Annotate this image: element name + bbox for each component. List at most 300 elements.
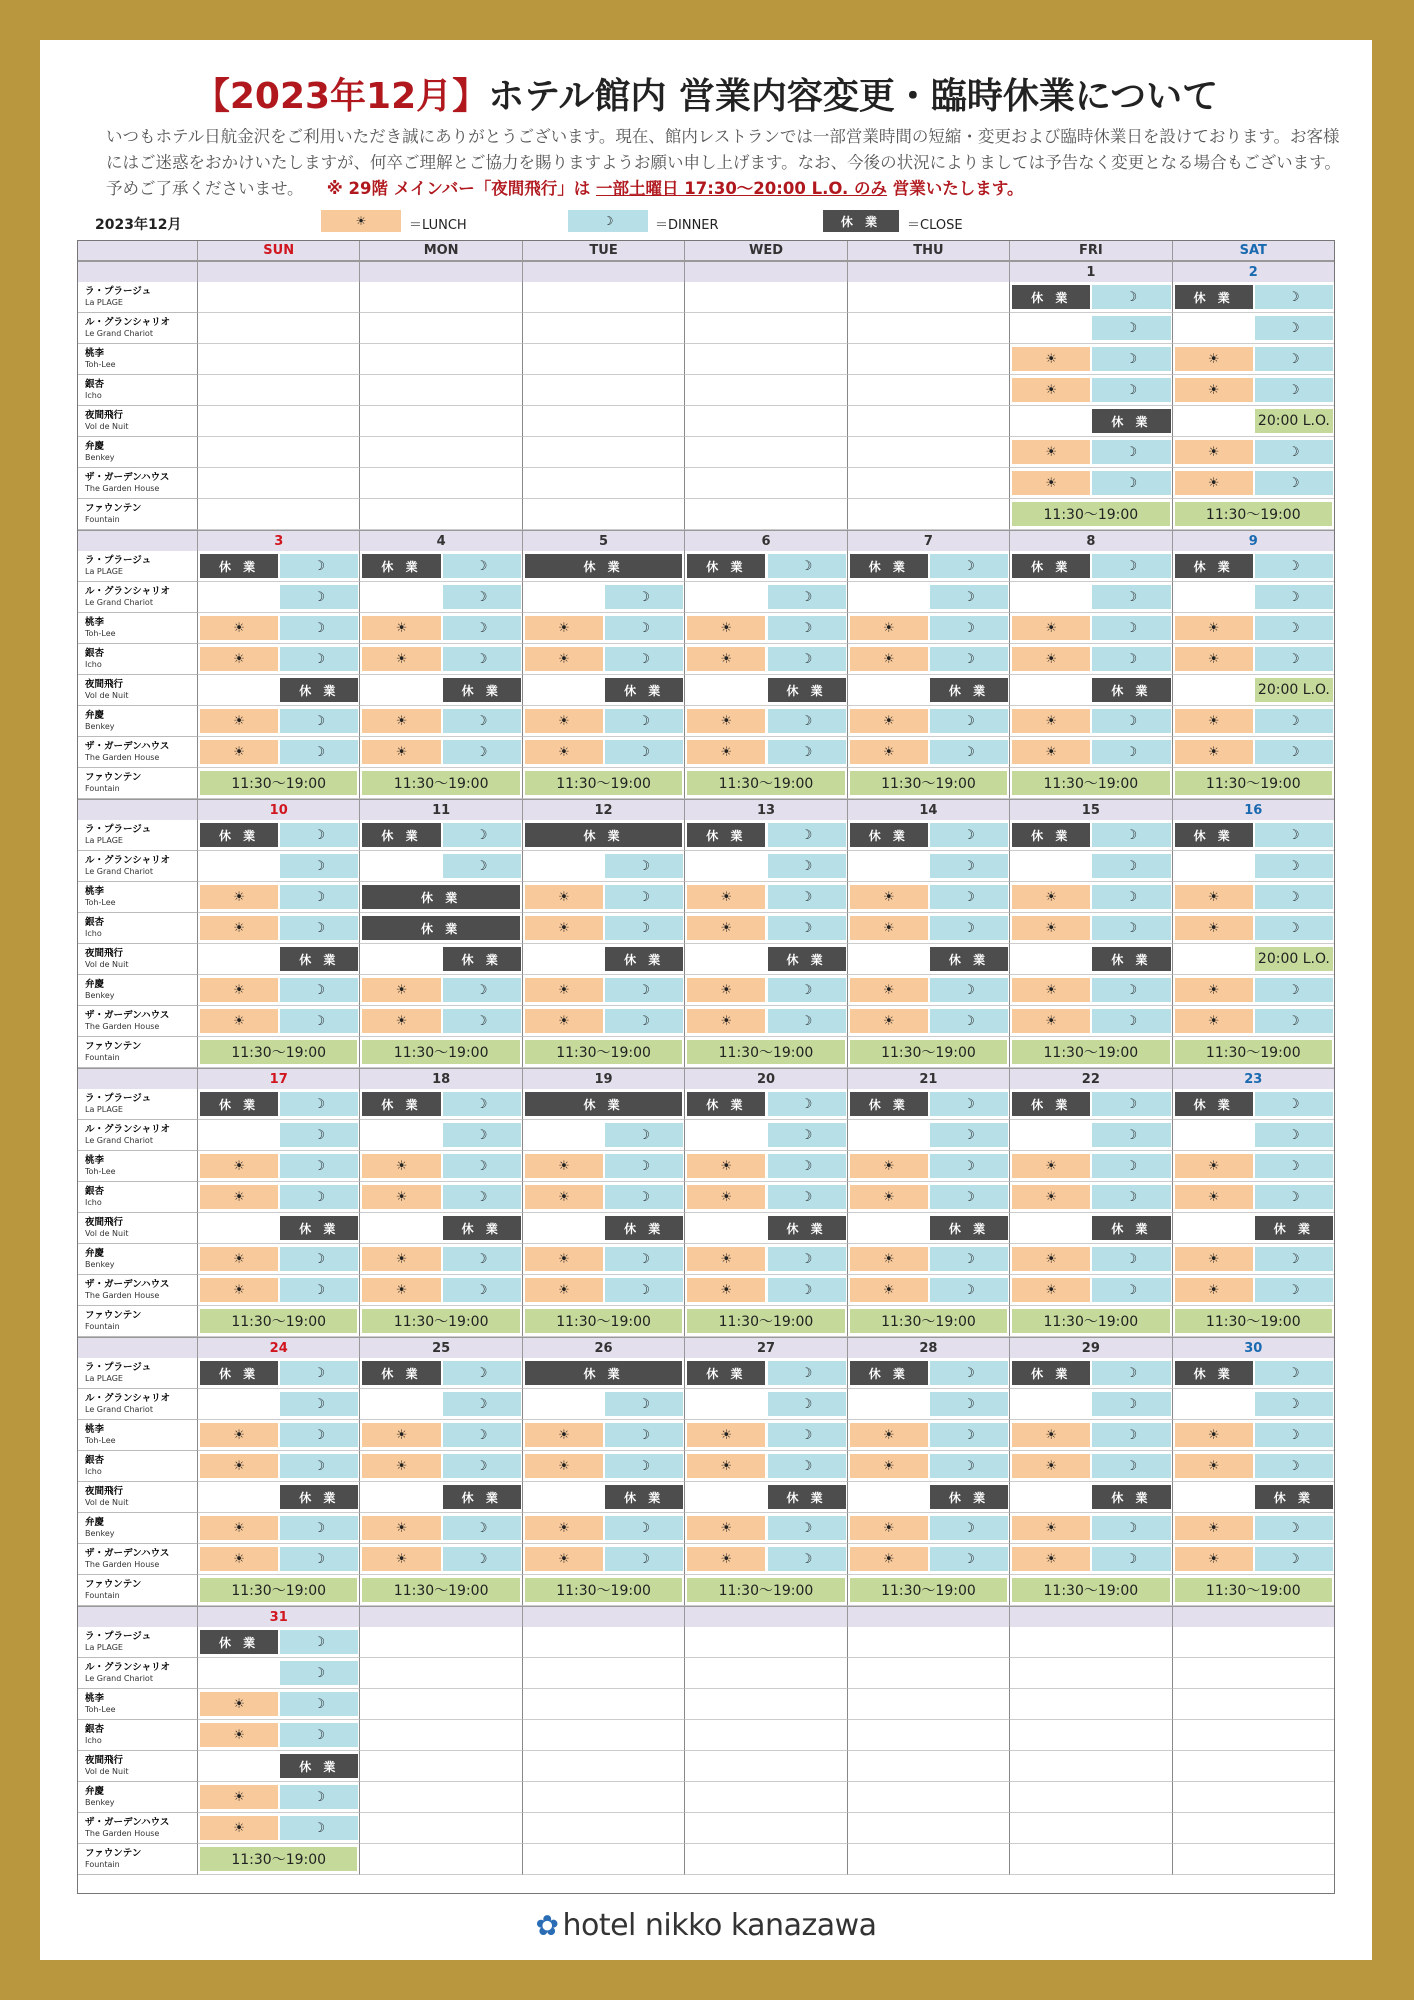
close-badge: 休 業 — [687, 554, 765, 578]
restaurant-name-jp: 弁慶 — [85, 1517, 105, 1528]
restaurant-name-en: The Garden House — [85, 484, 160, 493]
close-badge: 休 業 — [362, 554, 440, 578]
schedule-cell — [1010, 1751, 1172, 1782]
schedule-cell — [848, 437, 1010, 468]
schedule-cell — [523, 1720, 685, 1751]
legend-dinner-swatch — [568, 210, 648, 232]
dinner-moon-icon: ☽ — [768, 1547, 846, 1571]
schedule-cell — [198, 282, 360, 313]
lunch-sun-icon: ☀ — [1175, 1009, 1253, 1033]
lunch-sun-icon: ☀ — [687, 1247, 765, 1271]
restaurant-name-jp: ラ・プラージュ — [85, 824, 152, 835]
close-badge: 休 業 — [200, 1092, 278, 1116]
date-cell: 22 — [1010, 1068, 1172, 1089]
lunch-sun-icon: ☀ — [687, 1154, 765, 1178]
dinner-moon-icon: ☽ — [1092, 1361, 1170, 1385]
fountain-hours: 11:30〜19:00 — [1175, 1578, 1332, 1602]
restaurant-name-jp: 銀杏 — [85, 379, 105, 390]
schedule-cell — [523, 375, 685, 406]
dinner-moon-icon: ☽ — [280, 1516, 358, 1540]
schedule-cell — [198, 499, 360, 530]
lunch-sun-icon: ☀ — [1012, 1516, 1090, 1540]
schedule-cell — [523, 1658, 685, 1689]
lunch-sun-icon: ☀ — [1175, 347, 1253, 371]
close-badge: 休 業 — [525, 554, 682, 578]
schedule-cell — [848, 1751, 1010, 1782]
dinner-moon-icon: ☽ — [280, 1392, 358, 1416]
footer-brand: hotel nikko kanazawa — [562, 1908, 877, 1943]
schedule-cell — [685, 406, 847, 437]
close-badge: 休 業 — [525, 823, 682, 847]
restaurant-name-jp: 夜間飛行 — [85, 1486, 124, 1497]
close-badge: 休 業 — [768, 678, 846, 702]
lunch-sun-icon: ☀ — [525, 1516, 603, 1540]
schedule-cell — [685, 1782, 847, 1813]
restaurant-name-jp: 銀杏 — [85, 1186, 105, 1197]
legend-dinner-label: ＝DINNER — [655, 218, 719, 233]
fountain-hours: 11:30〜19:00 — [1175, 771, 1332, 795]
legend-month: 2023年12月 — [95, 217, 182, 233]
dinner-moon-icon: ☽ — [605, 1154, 683, 1178]
dinner-moon-icon: ☽ — [1255, 554, 1333, 578]
close-badge: 休 業 — [443, 947, 521, 971]
dinner-moon-icon: ☽ — [768, 554, 846, 578]
restaurant-name — [77, 1627, 198, 1658]
close-badge: 休 業 — [605, 947, 683, 971]
restaurant-name-en: Icho — [85, 391, 102, 400]
dinner-moon-icon: ☽ — [1255, 440, 1333, 464]
close-badge: 休 業 — [1175, 1092, 1253, 1116]
schedule-cell — [685, 437, 847, 468]
dinner-moon-icon: ☽ — [443, 1361, 521, 1385]
close-badge: 休 業 — [687, 823, 765, 847]
notice — [327, 179, 1024, 198]
restaurant-name-en: La PLAGE — [85, 1643, 123, 1652]
title-month: 【2023年12月】 — [193, 76, 489, 117]
dinner-moon-icon: ☽ — [280, 1247, 358, 1271]
restaurant-name-en: The Garden House — [85, 1829, 160, 1838]
schedule-cell — [685, 1720, 847, 1751]
dinner-moon-icon: ☽ — [280, 740, 358, 764]
restaurant-name-jp: 桃李 — [85, 1155, 105, 1166]
schedule-cell — [523, 313, 685, 344]
dinner-moon-icon: ☽ — [1092, 740, 1170, 764]
lunch-sun-icon: ☀ — [1012, 1278, 1090, 1302]
dinner-moon-icon: ☽ — [280, 1692, 358, 1716]
restaurant-name-en: The Garden House — [85, 1560, 160, 1569]
lunch-sun-icon: ☀ — [1175, 378, 1253, 402]
dinner-moon-icon: ☽ — [1255, 916, 1333, 940]
close-badge: 休 業 — [525, 1361, 682, 1385]
date-cell: 21 — [848, 1068, 1010, 1089]
fountain-hours: 11:30〜19:00 — [362, 1578, 519, 1602]
dinner-moon-icon: ☽ — [930, 978, 1008, 1002]
lunch-sun-icon: ☀ — [1175, 1185, 1253, 1209]
date-cell — [1173, 1606, 1335, 1627]
date-cell — [360, 261, 522, 282]
restaurant-name — [77, 882, 198, 913]
dinner-moon-icon: ☽ — [280, 1816, 358, 1840]
schedule-cell — [685, 1751, 847, 1782]
restaurant-name-jp: ラ・プラージュ — [85, 1631, 152, 1642]
schedule-cell — [360, 437, 522, 468]
lunch-sun-icon: ☀ — [200, 1547, 278, 1571]
dinner-moon-icon: ☽ — [1092, 1516, 1170, 1540]
dinner-moon-icon: ☽ — [1255, 1185, 1333, 1209]
schedule-cell — [1173, 1844, 1335, 1875]
dinner-moon-icon: ☽ — [1255, 1454, 1333, 1478]
dinner-moon-icon: ☽ — [1092, 1092, 1170, 1116]
date-cell: 7 — [848, 530, 1010, 551]
dinner-moon-icon: ☽ — [768, 647, 846, 671]
lunch-sun-icon: ☀ — [850, 1423, 928, 1447]
date-row-corner — [77, 799, 198, 820]
fountain-hours: 11:30〜19:00 — [850, 771, 1007, 795]
dinner-moon-icon: ☽ — [280, 1547, 358, 1571]
close-badge: 休 業 — [1175, 1361, 1253, 1385]
lunch-sun-icon: ☀ — [687, 1009, 765, 1033]
weekday-header: WED — [685, 240, 847, 261]
dinner-moon-icon: ☽ — [1255, 347, 1333, 371]
dinner-moon-icon: ☽ — [1092, 1392, 1170, 1416]
restaurant-name — [77, 468, 198, 499]
dinner-moon-icon: ☽ — [605, 1392, 683, 1416]
lunch-sun-icon: ☀ — [200, 647, 278, 671]
lunch-sun-icon: ☀ — [1012, 1454, 1090, 1478]
dinner-moon-icon: ☽ — [1092, 616, 1170, 640]
close-badge: 休 業 — [687, 1361, 765, 1385]
schedule-cell — [685, 313, 847, 344]
lunch-sun-icon: ☀ — [687, 1278, 765, 1302]
fountain-hours: 11:30〜19:00 — [1175, 1309, 1332, 1333]
fountain-hours: 11:30〜19:00 — [362, 771, 519, 795]
dinner-moon-icon: ☽ — [1255, 647, 1333, 671]
close-badge: 休 業 — [605, 678, 683, 702]
lunch-sun-icon: ☀ — [687, 885, 765, 909]
lunch-sun-icon: ☀ — [687, 616, 765, 640]
lunch-sun-icon: ☀ — [1175, 471, 1253, 495]
weekday-header: FRI — [1010, 240, 1172, 261]
schedule-cell — [1010, 1813, 1172, 1844]
lunch-sun-icon: ☀ — [525, 1454, 603, 1478]
date-cell: 6 — [685, 530, 847, 551]
close-badge: 休 業 — [443, 1485, 521, 1509]
lunch-sun-icon: ☀ — [525, 1278, 603, 1302]
dinner-moon-icon: ☽ — [1255, 1009, 1333, 1033]
dinner-moon-icon: ☽ — [1255, 1423, 1333, 1447]
schedule-cell — [848, 1689, 1010, 1720]
legend-close-label: ＝CLOSE — [907, 218, 963, 233]
restaurant-name-jp: ファウンテン — [85, 772, 142, 783]
restaurant-name — [77, 1575, 198, 1606]
schedule-cell — [360, 1689, 522, 1720]
dinner-moon-icon: ☽ — [1092, 916, 1170, 940]
dinner-moon-icon: ☽ — [930, 554, 1008, 578]
close-badge: 休 業 — [850, 1361, 928, 1385]
lunch-sun-icon: ☀ — [200, 978, 278, 1002]
dinner-moon-icon: ☽ — [443, 1123, 521, 1147]
restaurant-name — [77, 1389, 198, 1420]
lunch-sun-icon: ☀ — [362, 1247, 440, 1271]
schedule-cell — [1010, 1782, 1172, 1813]
restaurant-name-en: Fountain — [85, 1591, 120, 1600]
dinner-moon-icon: ☽ — [1092, 316, 1170, 340]
restaurant-name-en: Toh-Lee — [85, 360, 116, 369]
dinner-moon-icon: ☽ — [280, 1092, 358, 1116]
lunch-sun-icon: ☀ — [850, 978, 928, 1002]
restaurant-name-jp: ラ・プラージュ — [85, 1093, 152, 1104]
dinner-moon-icon: ☽ — [280, 1278, 358, 1302]
close-badge: 休 業 — [1012, 554, 1090, 578]
restaurant-name-en: Benkey — [85, 1260, 115, 1269]
restaurant-name — [77, 1089, 198, 1120]
date-cell — [685, 261, 847, 282]
lunch-sun-icon: ☀ — [200, 1516, 278, 1540]
dinner-moon-icon: ☽ — [1255, 1278, 1333, 1302]
fountain-hours: 11:30〜19:00 — [1012, 1578, 1169, 1602]
dinner-moon-icon: ☽ — [1092, 1454, 1170, 1478]
dinner-moon-icon: ☽ — [1092, 440, 1170, 464]
close-badge: 休 業 — [930, 678, 1008, 702]
restaurant-name-en: Toh-Lee — [85, 898, 116, 907]
dinner-moon-icon: ☽ — [930, 1361, 1008, 1385]
schedule-cell — [360, 1813, 522, 1844]
schedule-cell — [523, 1813, 685, 1844]
restaurant-name — [77, 1151, 198, 1182]
lunch-sun-icon: ☀ — [362, 740, 440, 764]
dinner-moon-icon: ☽ — [1092, 471, 1170, 495]
lunch-sun-icon: ☀ — [1012, 440, 1090, 464]
restaurant-name-en: Fountain — [85, 784, 120, 793]
restaurant-name-en: Le Grand Chariot — [85, 1136, 153, 1145]
restaurant-name-jp: ファウンテン — [85, 1579, 142, 1590]
schedule-cell — [848, 313, 1010, 344]
close-badge: 休 業 — [1175, 823, 1253, 847]
schedule-cell — [523, 344, 685, 375]
schedule-cell — [198, 375, 360, 406]
dinner-moon-icon: ☽ — [443, 1278, 521, 1302]
dinner-moon-icon: ☽ — [443, 1009, 521, 1033]
lunch-sun-icon: ☀ — [1175, 978, 1253, 1002]
lunch-sun-icon: ☀ — [850, 1547, 928, 1571]
restaurant-name — [77, 1244, 198, 1275]
dinner-moon-icon: ☽ — [930, 1423, 1008, 1447]
dinner-moon-icon: ☽ — [443, 1092, 521, 1116]
close-badge: 休 業 — [200, 1361, 278, 1385]
lunch-sun-icon: ☀ — [200, 1723, 278, 1747]
dinner-moon-icon: ☽ — [1255, 1247, 1333, 1271]
date-row-corner — [77, 261, 198, 282]
dinner-moon-icon: ☽ — [930, 1123, 1008, 1147]
dinner-moon-icon: ☽ — [930, 823, 1008, 847]
schedule-cell — [360, 1844, 522, 1875]
restaurant-name — [77, 1720, 198, 1751]
restaurant-name-en: Toh-Lee — [85, 1167, 116, 1176]
dinner-moon-icon: ☽ — [1255, 1154, 1333, 1178]
dinner-moon-icon: ☽ — [280, 885, 358, 909]
dinner-moon-icon: ☽ — [768, 1516, 846, 1540]
date-cell: 18 — [360, 1068, 522, 1089]
restaurant-name-en: Benkey — [85, 1529, 115, 1538]
date-cell — [848, 261, 1010, 282]
notice-prefix: ※ 29階 メインバー「夜間飛行」は — [326, 179, 591, 198]
dinner-moon-icon: ☽ — [605, 885, 683, 909]
restaurant-name-en: Toh-Lee — [85, 1436, 116, 1445]
schedule-cell — [360, 344, 522, 375]
legend-lunch-label: ＝LUNCH — [409, 218, 467, 233]
date-cell: 25 — [360, 1337, 522, 1358]
lunch-sun-icon: ☀ — [1175, 1547, 1253, 1571]
restaurant-name-jp: 弁慶 — [85, 979, 105, 990]
weekday-header: SAT — [1173, 240, 1335, 261]
lunch-sun-icon: ☀ — [200, 616, 278, 640]
schedule-cell — [685, 499, 847, 530]
restaurant-name — [77, 768, 198, 799]
legend-close-swatch — [823, 210, 899, 232]
restaurant-name — [77, 282, 198, 313]
schedule-cell — [685, 1844, 847, 1875]
restaurant-name-jp: ル・グランシャリオ — [85, 586, 170, 597]
close-badge: 休 業 — [280, 947, 358, 971]
lunch-sun-icon: ☀ — [525, 709, 603, 733]
schedule-cell — [360, 282, 522, 313]
fountain-hours: 11:30〜19:00 — [687, 771, 844, 795]
lunch-sun-icon: ☀ — [525, 1185, 603, 1209]
date-cell: 14 — [848, 799, 1010, 820]
dinner-moon-icon: ☽ — [605, 1454, 683, 1478]
lunch-sun-icon: ☀ — [200, 709, 278, 733]
restaurant-name — [77, 437, 198, 468]
dinner-moon-icon: ☽ — [443, 1454, 521, 1478]
date-cell: 27 — [685, 1337, 847, 1358]
restaurant-name-jp: 夜間飛行 — [85, 410, 124, 421]
schedule-cell — [848, 406, 1010, 437]
lunch-sun-icon: ☀ — [200, 1785, 278, 1809]
dinner-moon-icon: ☽ — [605, 647, 683, 671]
dinner-moon-icon: ☽ — [280, 978, 358, 1002]
close-badge: 休 業 — [850, 823, 928, 847]
dinner-moon-icon: ☽ — [768, 709, 846, 733]
restaurant-name — [77, 944, 198, 975]
dinner-moon-icon: ☽ — [1255, 1361, 1333, 1385]
dinner-moon-icon: ☽ — [1255, 471, 1333, 495]
restaurant-name-en: Fountain — [85, 1053, 120, 1062]
lunch-sun-icon: ☀ — [850, 1454, 928, 1478]
dinner-moon-icon: ☽ — [768, 1154, 846, 1178]
restaurant-name-en: Icho — [85, 660, 102, 669]
dinner-moon-icon: ☽ — [443, 1547, 521, 1571]
dinner-moon-icon: ☽ — [280, 823, 358, 847]
restaurant-name-en: Vol de Nuit — [85, 960, 129, 969]
date-cell: 8 — [1010, 530, 1172, 551]
schedule-cell — [523, 406, 685, 437]
schedule-cell — [1173, 1689, 1335, 1720]
close-badge: 休 業 — [768, 1485, 846, 1509]
lunch-sun-icon: ☀ — [1175, 1423, 1253, 1447]
restaurant-name-jp: 桃李 — [85, 886, 105, 897]
close-badge: 休 業 — [280, 1216, 358, 1240]
lunch-sun-icon: ☀ — [1012, 1547, 1090, 1571]
lunch-sun-icon: ☀ — [525, 1547, 603, 1571]
restaurant-name-en: La PLAGE — [85, 298, 123, 307]
restaurant-name-jp: ラ・プラージュ — [85, 555, 152, 566]
lunch-sun-icon: ☀ — [850, 885, 928, 909]
dinner-moon-icon: ☽ — [280, 1154, 358, 1178]
dinner-moon-icon: ☽ — [443, 978, 521, 1002]
lunch-sun-icon: ☀ — [1175, 709, 1253, 733]
dinner-moon-icon: ☽ — [930, 916, 1008, 940]
dinner-moon-icon: ☽ — [1255, 854, 1333, 878]
fountain-hours: 11:30〜19:00 — [200, 1309, 357, 1333]
dinner-moon-icon: ☽ — [768, 916, 846, 940]
restaurant-name — [77, 1482, 198, 1513]
dinner-moon-icon: ☽ — [280, 554, 358, 578]
date-cell: 11 — [360, 799, 522, 820]
lunch-sun-icon: ☀ — [1012, 647, 1090, 671]
date-cell: 10 — [198, 799, 360, 820]
dinner-moon-icon: ☽ — [1092, 1123, 1170, 1147]
restaurant-name-jp: 弁慶 — [85, 1248, 105, 1259]
close-badge: 休 業 — [605, 1485, 683, 1509]
restaurant-name-jp: ル・グランシャリオ — [85, 855, 170, 866]
schedule-cell — [685, 1627, 847, 1658]
schedule-cell — [1173, 1627, 1335, 1658]
fountain-hours: 11:30〜19:00 — [525, 1578, 682, 1602]
calendar-grid — [77, 240, 1335, 1894]
restaurant-name — [77, 313, 198, 344]
dinner-moon-icon: ☽ — [1092, 1547, 1170, 1571]
restaurant-name-jp: 桃李 — [85, 348, 105, 359]
close-badge: 休 業 — [1255, 1485, 1333, 1509]
fountain-hours: 11:30〜19:00 — [200, 1040, 357, 1064]
lunch-sun-icon: ☀ — [1012, 916, 1090, 940]
restaurant-name-jp: ザ・ガーデンハウス — [85, 1279, 170, 1290]
restaurant-name-en: Vol de Nuit — [85, 1229, 129, 1238]
lunch-sun-icon: ☀ — [1012, 978, 1090, 1002]
dinner-moon-icon: ☽ — [768, 1454, 846, 1478]
lunch-sun-icon: ☀ — [362, 1278, 440, 1302]
lunch-sun-icon: ☀ — [1175, 647, 1253, 671]
dinner-moon-icon: ☽ — [1255, 585, 1333, 609]
schedule-cell — [1010, 1658, 1172, 1689]
dinner-moon-icon: ☽ — [280, 1723, 358, 1747]
dinner-moon-icon: ☽ — [280, 854, 358, 878]
lunch-sun-icon: ☀ — [362, 709, 440, 733]
fountain-hours: 11:30〜19:00 — [200, 1578, 357, 1602]
restaurant-name-jp: 夜間飛行 — [85, 1217, 124, 1228]
close-badge: 休 業 — [1175, 554, 1253, 578]
restaurant-name-jp: 桃李 — [85, 617, 105, 628]
schedule-cell — [1173, 1720, 1335, 1751]
lunch-sun-icon: ☀ — [362, 1516, 440, 1540]
schedule-cell — [848, 499, 1010, 530]
schedule-cell — [848, 282, 1010, 313]
schedule-cell — [523, 468, 685, 499]
dinner-moon-icon: ☽ — [443, 740, 521, 764]
dinner-moon-icon: ☽ — [930, 1092, 1008, 1116]
date-row-corner — [77, 1068, 198, 1089]
close-badge: 休 業 — [930, 947, 1008, 971]
close-badge: 休 業 — [1092, 1216, 1170, 1240]
close-badge: 休 業 — [930, 1485, 1008, 1509]
restaurant-name — [77, 851, 198, 882]
lunch-sun-icon: ☀ — [850, 709, 928, 733]
restaurant-name-en: Icho — [85, 929, 102, 938]
dinner-moon-icon: ☽ — [930, 1247, 1008, 1271]
restaurant-name — [77, 1689, 198, 1720]
dinner-moon-icon: ☽ — [1255, 885, 1333, 909]
date-cell — [685, 1606, 847, 1627]
